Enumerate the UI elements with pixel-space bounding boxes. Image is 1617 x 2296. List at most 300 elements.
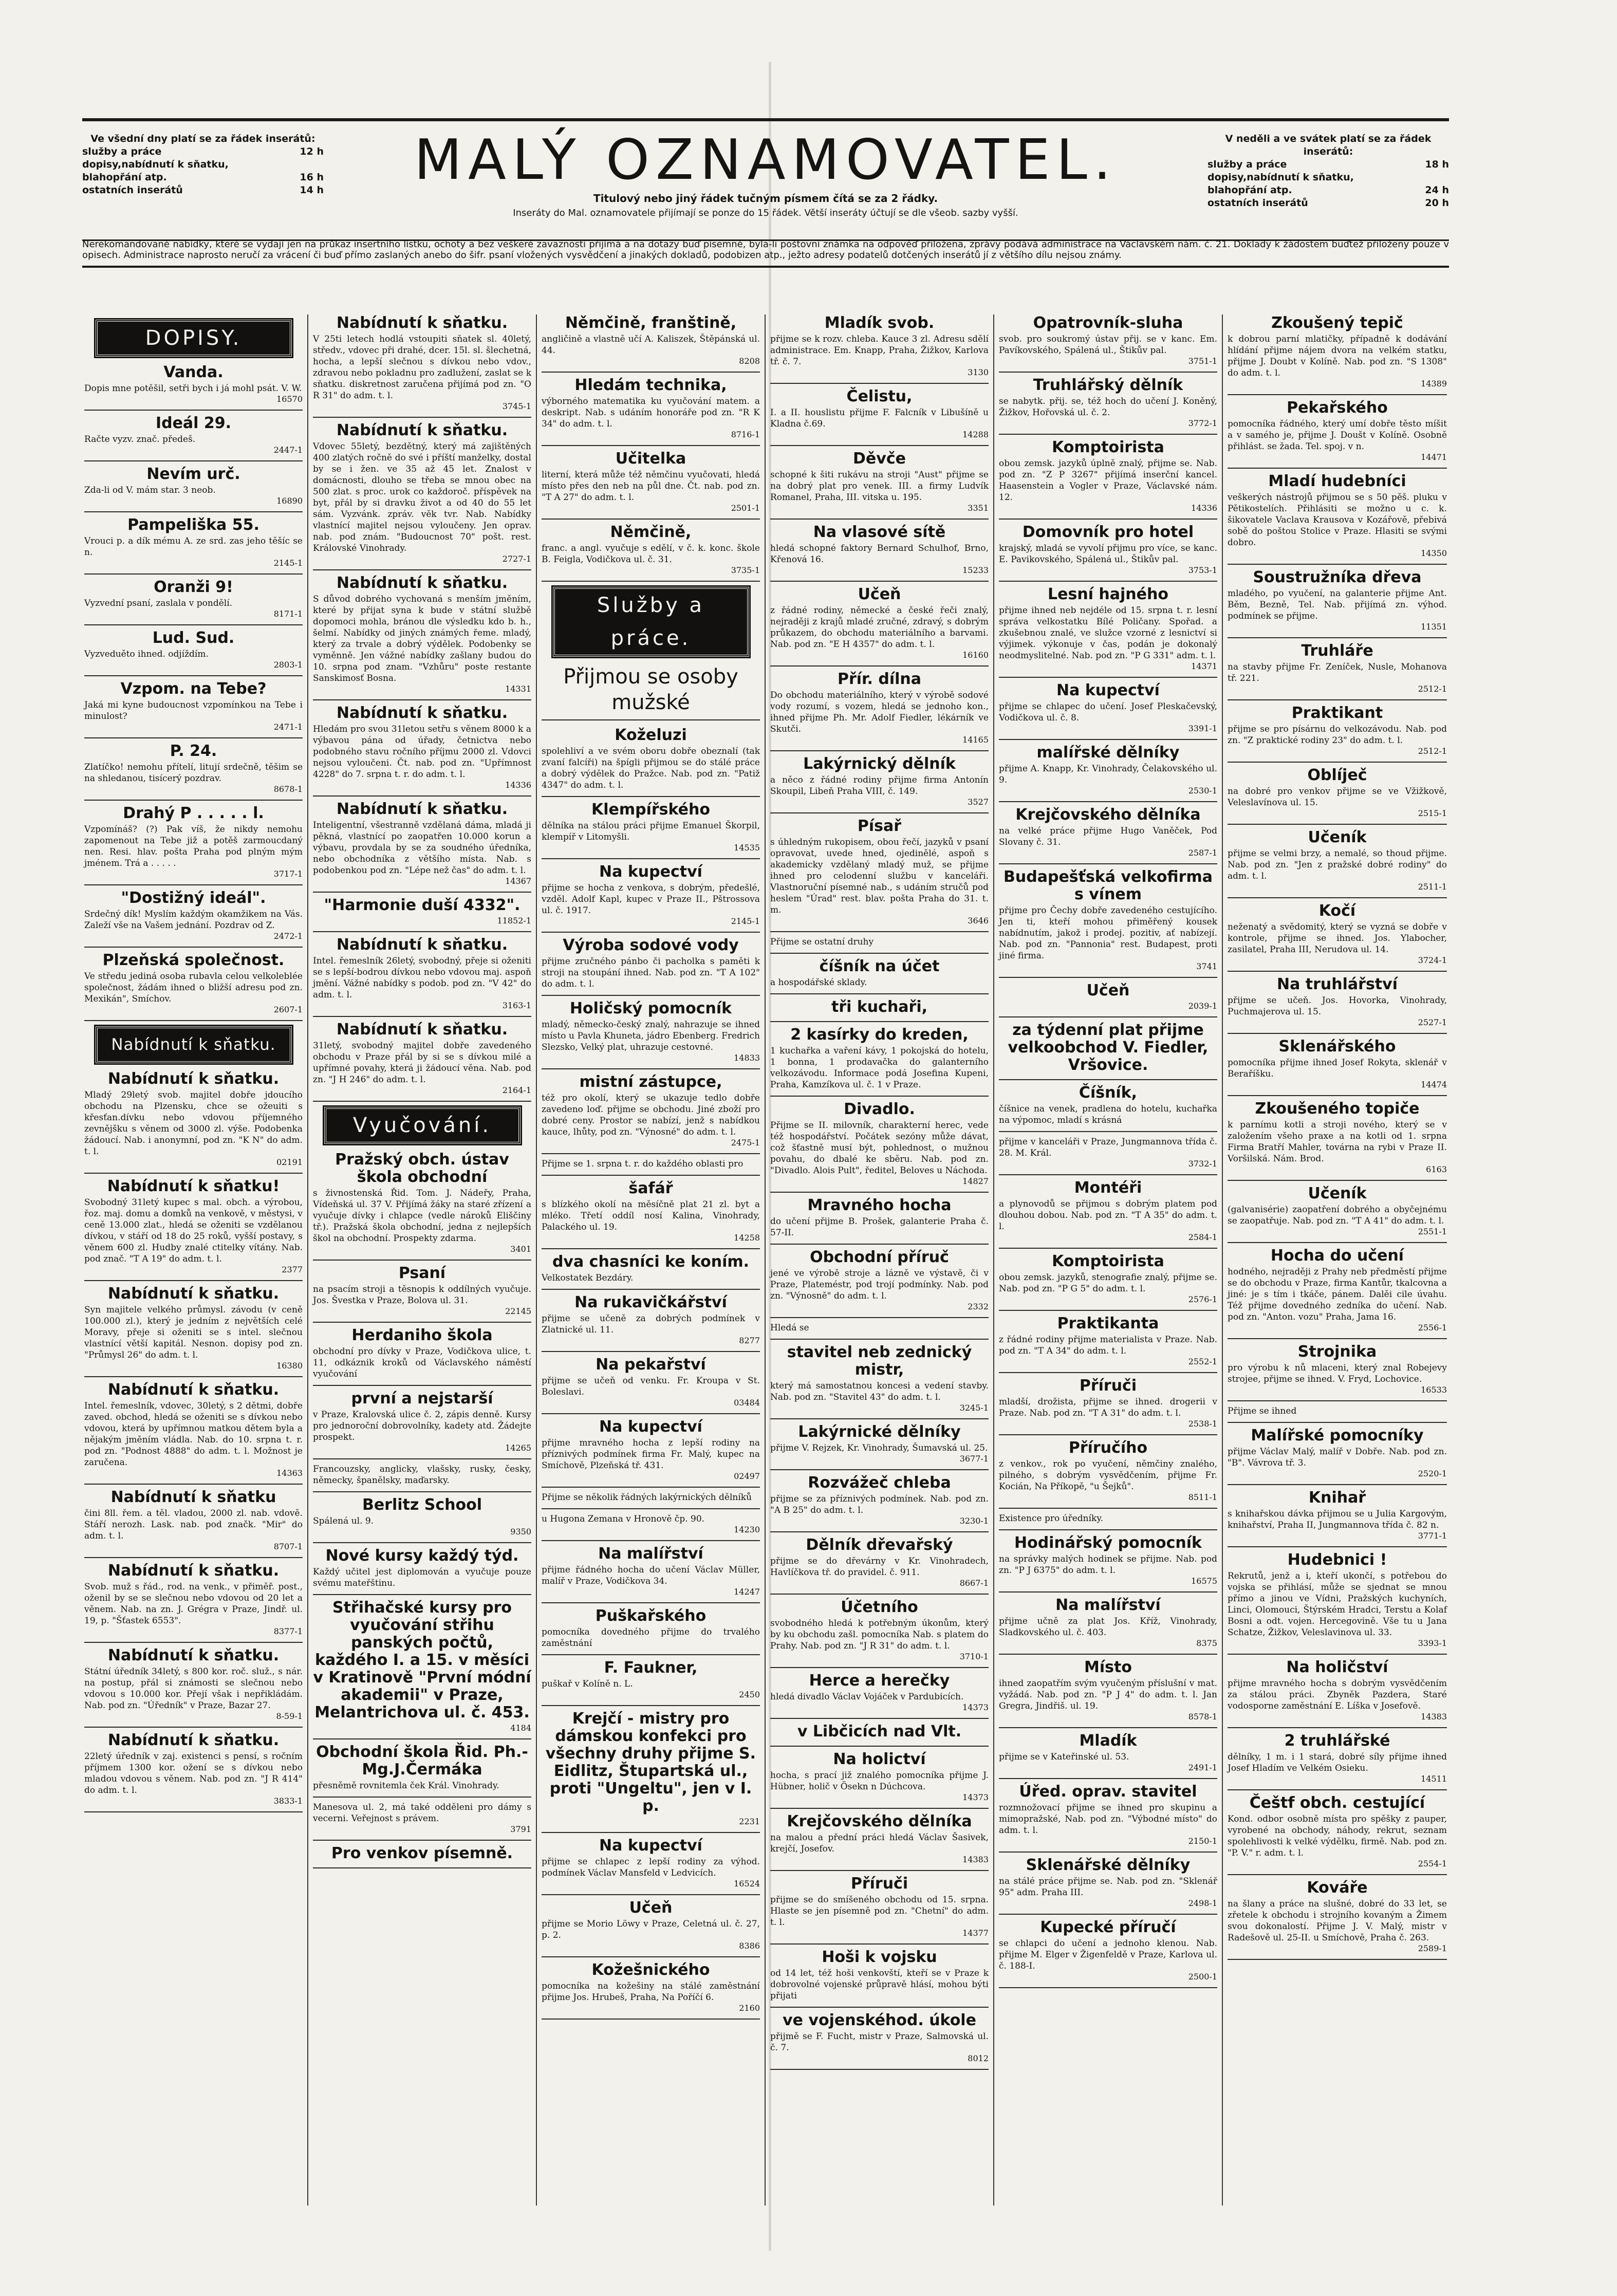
- classified-ad: [999, 1022, 1217, 1074]
- ad-text: na šlany a práce na slušné, dobré do 33 let, se zřetele k obchodu i strojního kovaným a Žimem svou dokonalostí. Přijme J. V. Malý, mistr v Radešově ul. 25-II. u Smíchově, Praha č. 263.: [1228, 1899, 1447, 1943]
- ad-code: 4184: [510, 1723, 531, 1733]
- ad-divider: [999, 1248, 1217, 1249]
- ad-divider: [999, 519, 1217, 520]
- ad-divider: [542, 1289, 760, 1290]
- ad-code: 14389: [1421, 379, 1447, 388]
- weekday-rates-title: Ve všední dny platí se za řádek inserátů:: [90, 133, 315, 144]
- classified-ad: [999, 1513, 1217, 1524]
- ad-heading: Obchodní škola Řid. Ph.-Mg.J.Čermáka: [316, 1743, 528, 1779]
- ad-text: který má samostatnou koncesi a vedení stavby. Nab. pod zn. "Stavitel 43" do adm. t. l.: [770, 1381, 989, 1402]
- ad-divider: [542, 1175, 760, 1176]
- ad-code: 2551-1: [1418, 1227, 1447, 1236]
- ad-divider: [84, 460, 303, 461]
- ad-heading: Praktikant: [1291, 704, 1383, 722]
- ad-divider: [542, 1894, 760, 1895]
- ad-heading: Mladík svob.: [824, 314, 935, 332]
- ad-divider: [770, 581, 989, 582]
- ad-divider: [770, 1244, 989, 1245]
- section-banner: Nabídnutí k sňatku.: [96, 1026, 292, 1063]
- classified-ad: [313, 1151, 531, 1254]
- classified-ad: [542, 801, 760, 853]
- classified-ad: [770, 998, 989, 1016]
- rate-label: služby a práce: [1207, 159, 1287, 170]
- ad-heading: Opatrovník-sluha: [1033, 314, 1183, 332]
- classified-ad: [542, 1418, 760, 1482]
- classified-ad: [770, 524, 989, 576]
- ad-divider: [1228, 1422, 1447, 1423]
- classified-ad: [770, 1423, 989, 1464]
- ad-text: 22letý úředník v zaj. existenci s pensí, s ročním příjmem 1300 kor. ožení se s dívkou nebo mladou vdovou s věnem. Nab. pod zn. "J R 414" do adm. t. l.: [84, 1751, 303, 1795]
- classified-ad: [1228, 1551, 1447, 1649]
- ad-divider: [770, 1808, 989, 1809]
- ad-heading: Lakýrnický dělník: [803, 755, 956, 773]
- ad-heading: Učeník: [1308, 828, 1367, 846]
- classified-ad: [999, 1783, 1217, 1846]
- ad-code: 3735-1: [731, 565, 760, 575]
- classified-ad: [313, 1021, 531, 1096]
- ad-heading: Učitelka: [615, 450, 686, 468]
- ad-heading: Příručího: [1068, 1439, 1148, 1457]
- ad-heading: Mravného hocha: [807, 1196, 952, 1214]
- ad-text: na dobré pro venkov přijme se ve Vžižkově, Veleslavínova ul. 15.: [1228, 786, 1447, 808]
- ad-code: 14288: [962, 430, 989, 439]
- ad-code: 2589-1: [1418, 1943, 1447, 1953]
- ad-heading: Nabídnutí k sňatku.: [107, 1731, 280, 1749]
- ad-divider: [84, 1376, 303, 1377]
- ad-code: 3527: [968, 797, 989, 807]
- ad-text: přijme v kanceláři v Praze, Jungmannova třída č. 28. M. Král.: [999, 1137, 1217, 1158]
- ad-code: 2515-1: [1418, 808, 1447, 818]
- ad-divider: [84, 1811, 303, 1812]
- ad-heading: Výroba sodové vody: [563, 936, 739, 954]
- ad-divider: [770, 1667, 989, 1668]
- classified-ad: [770, 818, 989, 926]
- ad-code: 14331: [505, 684, 531, 694]
- ad-code: 14373: [962, 1702, 989, 1712]
- ad-heading: Pražský obch. ústav škola obchodní: [335, 1151, 509, 1186]
- ad-divider: [999, 1914, 1217, 1915]
- ad-divider: [542, 1832, 760, 1833]
- ad-divider: [313, 1101, 531, 1102]
- ad-heading: Hodinářský pomocník: [1014, 1534, 1202, 1552]
- classified-ad: [313, 1265, 531, 1317]
- classified-column: [1223, 314, 1452, 2206]
- ad-divider: [313, 1322, 531, 1323]
- ad-code: 3741: [1196, 961, 1217, 971]
- ad-text: Ve středu jediná osoba rubavla celou velkoleblée společnost, žádám ihned o bližší adresu pod zn. Mexikán", Smíchov.: [84, 971, 303, 1004]
- ad-divider: [542, 1705, 760, 1706]
- ad-text: přijme se Morio Löwy v Praze, Celetná ul. č. 27, p. 2.: [542, 1919, 760, 1940]
- ad-text: přijme se učeň. Jos. Hovorka, Vinohrady, Puchmajerova ul. 15.: [1228, 995, 1447, 1017]
- ad-text: přijme se do dřevárny v Kr. Vinohradech, Havlíčkova tř. do pravidel. č. 911.: [770, 1556, 989, 1578]
- classified-ad: [1228, 902, 1447, 966]
- ad-code: 3751-1: [1188, 356, 1217, 366]
- classified-ad: [84, 415, 303, 455]
- ad-code: 8386: [739, 1941, 760, 1951]
- ad-text: se nabytk. přij. se, též hoch do učení J. Koněný, Žižkov, Hořovská ul. č. 2.: [999, 396, 1217, 418]
- ad-divider: [770, 953, 989, 954]
- ad-code: 14247: [734, 1587, 760, 1597]
- page-title: MALÝ OZNAMOVATEL.: [414, 128, 1118, 192]
- ad-divider: [999, 1016, 1217, 1017]
- ad-text: Hledá se: [770, 1323, 809, 1333]
- ad-heading: Účetního: [841, 1598, 918, 1616]
- classified-ad: [84, 629, 303, 670]
- classified-ad: [313, 422, 531, 564]
- ad-heading: Koželuzi: [615, 726, 687, 744]
- ad-code: 02191: [276, 1157, 303, 1167]
- classified-ad: [1228, 399, 1447, 462]
- ad-heading: ve vojenskéhod. úkole: [783, 2011, 976, 2029]
- ad-divider: [313, 1542, 531, 1543]
- classified-ad: [542, 377, 760, 440]
- ad-text: Svobodný 31letý kupec s mal. obch. a výrobou, řoz. maj. domu a domků na venkově, v městysi, v ceně 13.000 zlat., hledá se oženiti se vzdělanou dívkou, v stáří od 18 do 25 roků, vyšší postavy, s věnem 600 zl. Hudby znalé ctitelky vítány. Nab. pod znač. "T A 19" do adm. t. l.: [84, 1197, 303, 1264]
- ad-text: krajský, mladá se vyvolí přijmu pro více, se kanc. E. Pavikovského, Spálená ul., Štikův pal.: [999, 543, 1217, 565]
- classified-ad: [770, 450, 989, 513]
- ad-divider: [313, 931, 531, 932]
- ad-code: 16533: [1421, 1385, 1447, 1395]
- ad-text: Vyzveduěto ihned. odjíždím.: [84, 649, 209, 659]
- classified-ad: [770, 2012, 989, 2064]
- ad-code: 14371: [1191, 661, 1217, 671]
- ad-code: 8377-1: [273, 1626, 303, 1636]
- ad-text: mladý, německo-český znalý, nahrazuje se ihned místo u Pavla Khuneta, jádro Ebenberg. Fredrich Slezsko, Velký plat, uhrazuje cestovné.: [542, 1020, 760, 1052]
- classified-ad: [770, 1026, 989, 1090]
- ad-code: 2471-1: [273, 722, 303, 732]
- ad-code: 14383: [1421, 1712, 1447, 1721]
- ad-divider: [84, 1557, 303, 1558]
- ad-text: pomocníka přijme ihned Josef Rokyta, sklenář v Beraříšku.: [1228, 1058, 1447, 1079]
- ad-divider: [1228, 1033, 1447, 1034]
- ad-code: 3732-1: [1188, 1159, 1217, 1169]
- ad-divider: [1228, 824, 1447, 825]
- ad-heading: Plzeňská společnost.: [102, 951, 285, 969]
- classified-ad: [313, 1744, 531, 1791]
- ad-divider: [84, 1484, 303, 1485]
- ad-heading: Příruči: [1079, 1377, 1137, 1395]
- ad-divider: [542, 1654, 760, 1655]
- classified-ad: [1228, 1427, 1447, 1479]
- ad-code: 2377: [282, 1265, 303, 1274]
- ad-text: Přijme se 1. srpna t. r. do každého oblasti pro: [542, 1159, 744, 1169]
- ad-heading: Krejčovského dělníka: [787, 1812, 972, 1830]
- ad-code: 8667-1: [959, 1578, 989, 1588]
- classified-ad: [770, 1949, 989, 2002]
- ad-text: k parnímu kotli a stroji nového, který se v založením všeho praxe a na kotli od 1. srpna Firma Bratří Mahler, továrna na rybi v Praze II. Voršilská. Nám. Brod.: [1228, 1120, 1447, 1164]
- ad-text: na velké práce přijme Hugo Vaněček, Pod Slovany č. 31.: [999, 826, 1217, 847]
- ad-heading: Nabídnutí k sňatku: [110, 1488, 276, 1506]
- ad-text: Svob. muž s řád., rod. na venk., v přiměř. post., oženil by se se slečnou nebo vdovou od 20 let a věnem. Nab. na zn. J. Grégra v Praze, Jindř. ul. 19, p. "Šťastek 6553".: [84, 1582, 303, 1626]
- ad-code: 8171-1: [273, 609, 303, 619]
- ad-text: literní, která může též němčinu vyučovati, hledá místo přes den neb na půl dne. Čt. nab. pod zn. "T A 27" do adm. t. l.: [542, 470, 760, 503]
- ad-divider: [770, 1418, 989, 1419]
- ad-text: přijme řádného hocha do učení Václav Müller, malíř v Praze, Vodičkova 34.: [542, 1565, 760, 1586]
- classified-ad: [1228, 642, 1447, 694]
- ad-text: pomocníka na kožešiny na stálé zaměstnání přijme Jos. Hrubeš, Praha, Na Poříčí 6.: [542, 1981, 760, 2003]
- ad-divider: [542, 1487, 760, 1488]
- classified-ad: [84, 1562, 303, 1637]
- ad-text: k dobrou parní mlatičky, případně k dodávání hlídání přijme nájem dvora na velkém statku, přijme J. Doubt v Kolíně. Nab. pod zn. "S 1308" do adm. t. l.: [1228, 334, 1447, 378]
- ad-text: přijme Václav Malý, malíř v Dobře. Nab. pod zn. "B". Vávrova tř. 3.: [1228, 1447, 1447, 1468]
- ad-heading: Nabídnutí k sňatku.: [336, 574, 508, 592]
- ad-text: na psacím stroji a těsnopis k oddílných vyučuje. Jos. Švestka v Praze, Bolova ul. 31.: [313, 1284, 531, 1306]
- rate-label: blahopřání atp.: [1207, 184, 1292, 196]
- ad-heading: mistní zástupce,: [579, 1073, 722, 1091]
- classified-ad: [1228, 1732, 1447, 1784]
- ad-divider: [999, 977, 1217, 978]
- ad-code: 22145: [505, 1306, 531, 1316]
- ad-heading: Truhlářský dělník: [1033, 376, 1183, 394]
- ad-heading: Nabídnutí k sňatku.: [336, 1021, 508, 1039]
- ad-heading: Praktikanta: [1057, 1314, 1159, 1332]
- classified-ad: [542, 1294, 760, 1346]
- ad-code: 3401: [510, 1244, 531, 1254]
- classified-ad: [542, 314, 760, 366]
- ad-divider: [313, 1016, 531, 1017]
- ad-heading: Na kupectví: [599, 863, 702, 881]
- classified-column: [766, 314, 994, 2206]
- ad-divider: [770, 1870, 989, 1871]
- ad-code: 2447-1: [273, 445, 303, 455]
- ad-code: 8375: [1196, 1638, 1217, 1648]
- ad-text: Přijme se II. milovník, charakterní herec, vede též hospodářství. Počátek sezóny může dávat, což šťastně musí být, pohlednost, o mužnou povahu, do dbalé ke sběru. Nab. pod zn. "Divadlo. Alois Pult", ředitel, Beloves u Náchoda.: [770, 1120, 989, 1176]
- ad-heading: Sklenářské dělníky: [1026, 1856, 1191, 1874]
- ad-text: Intel. řemeslník 26letý, svobodný, přeje si oženiti se s lepší-bodrou dívkou nebo vdovou maj. aspoň jmění. Vážné nabídky s podob. pod zn. "V 42" do adm. t. l.: [313, 956, 531, 1000]
- ad-text: jené ve výrobě stroje a lázně ve výstavě, či v Praze, Plateméstr, pod trojí podmínky. Nab. pod zn. "Výnosně" do adm. t. l.: [770, 1268, 989, 1301]
- ad-text: hocha, s prací již znalého pomocníka přijme J. Hübner, holič v Ösekn n Dúchcova.: [770, 1770, 989, 1792]
- classified-ad: [999, 1179, 1217, 1243]
- ad-divider: [770, 1469, 989, 1470]
- ad-text: přijme se pro písárnu do velkozávodu. Nab. pod zn. "Z praktické rodiny 23" do adm. t. l.: [1228, 724, 1447, 746]
- ad-code: 14535: [734, 843, 760, 853]
- classified-ad: [770, 586, 989, 660]
- ad-text: dělníka na stálou práci přijme Emanuel Škorpil, klempíř v Litomyšli.: [542, 821, 760, 842]
- ad-heading: Herdaniho škola: [351, 1326, 493, 1344]
- ad-heading: malířské dělníky: [1036, 744, 1180, 762]
- ad-divider: [313, 1867, 531, 1868]
- section-banner: DOPISY.: [96, 320, 292, 357]
- ad-heading: Malířské pomocníky: [1251, 1427, 1424, 1445]
- classified-ad: [999, 524, 1217, 576]
- classified-ad: [84, 579, 303, 619]
- ad-heading: Soustružníka dřeva: [1253, 568, 1422, 586]
- classified-ad: [84, 1732, 303, 1806]
- ad-text: a něco z řádné rodiny přijme firma Antonín Skoupil, Libeň Praha VIII, č. 149.: [770, 775, 989, 797]
- ad-heading: Kožešnického: [591, 1961, 710, 1979]
- ad-text: do učení přijme B. Prošek, galanterie Praha č. 57-II.: [770, 1216, 989, 1238]
- ad-heading: Děvče: [853, 450, 906, 468]
- classified-ad: [542, 1961, 760, 2013]
- ad-text: Syn majitele velkého průmysl. závodu (v ceně 100.000 zl.), který je jedním z největších celé Moravy, přeje si oženiti se s intel. slečnou vlastnící větší kapitál. Nesnon. dopisy pod zn. "Průmysl 26" do adm. t. l.: [84, 1305, 303, 1360]
- ad-code: 3833-1: [273, 1796, 303, 1806]
- ad-divider: [770, 1531, 989, 1532]
- ad-divider: [770, 383, 989, 384]
- ad-divider: [1228, 1959, 1447, 1960]
- classified-ad: [1228, 1659, 1447, 1722]
- ad-heading: Pro venkov písemně.: [331, 1844, 513, 1862]
- classified-ad: [542, 1607, 760, 1649]
- ad-heading: Nabídnutí k sňatku.: [107, 1381, 280, 1399]
- ad-text: přijme mravného hocha s dobrým vysvědčením za stálou práci. Zbyněk Pazdera, Staré vodosporne zaměstnání E. Líška v Josefově.: [1228, 1678, 1447, 1711]
- classified-ad: [542, 1073, 760, 1148]
- classified-ad: [313, 801, 531, 886]
- classified-ad: [313, 1496, 531, 1537]
- ad-code: 14827: [962, 1176, 989, 1186]
- ad-divider: [1228, 1546, 1447, 1547]
- ad-text: pro výrobu k nů mlaceni, který znal Robejevy strojee, přijme se ihned. V. Fryd, Lochovice.: [1228, 1363, 1447, 1384]
- ad-divider: [999, 1727, 1217, 1728]
- ad-divider: [313, 795, 531, 797]
- ad-text: puškař v Kolíně n. L.: [542, 1679, 633, 1689]
- ad-heading: F. Faukner,: [604, 1659, 698, 1677]
- ad-divider: [84, 1727, 303, 1728]
- classified-ad: [542, 1545, 760, 1597]
- ad-divider: [542, 445, 760, 446]
- classified-ad: [1228, 829, 1447, 892]
- rate-line: [1207, 171, 1449, 184]
- ad-divider: [999, 1529, 1217, 1530]
- ad-heading: Češtf obch. cestující: [1249, 1794, 1425, 1812]
- classified-ad: [999, 806, 1217, 858]
- ad-divider: [999, 1851, 1217, 1853]
- ad-divider: [1228, 762, 1447, 763]
- ad-code: 6163: [1426, 1164, 1447, 1174]
- ad-text: přijme A. Knapp, Kr. Vinohrady, Čelakovského ul. 9.: [999, 764, 1217, 785]
- ad-heading: první a nejstarší: [351, 1390, 493, 1408]
- ad-divider: [313, 1594, 531, 1595]
- ad-divider: [1228, 1338, 1447, 1339]
- ad-text: přijme ihned neb nejdéle od 15. srpna t. r. lesní správa velkostatku Bílé Poličany. Spořad. a zkušebnou znalé, ve služce vzorné z lesnictví si výjimek. výkonuje v čas, podán je dokonalý neodmyslitelné. Nab. pod zn. "P G 331" adm. t. l.: [999, 605, 1217, 661]
- ad-code: 2511-1: [1418, 882, 1447, 892]
- ad-text: v Praze, Kralovská ulice č. 2, zápis denně. Kursy pro jednoroční dobrovolníky, kadety atd. Žádejte prospekt.: [313, 1410, 531, 1442]
- ad-code: 3677-1: [959, 1454, 989, 1464]
- ad-code: 14511: [1421, 1774, 1447, 1784]
- ad-heading: Drahý P . . . . . l.: [123, 804, 264, 822]
- ad-heading: Učeň: [858, 585, 901, 603]
- ad-text: s úhledným rukopisem, obou řečí, jazyků v psaní opravovat, uvede hned, ojedinělé, aspoň s akademicky vzdělaný mladý muž, se přijme ihned pro celodenní službu v kanceláři. Vlastnoruční písemné nab., s udáním stručů pod heslem "Úrad" rest. blav. pošta Praha do 31. t. m.: [770, 837, 989, 915]
- rate-line: [1207, 158, 1449, 171]
- ad-heading: Nabídnutí k sňatku!: [107, 1177, 280, 1195]
- ad-divider: [770, 750, 989, 751]
- holiday-rates-title: V neděli a ve svátek platí se za řádek inserátů:: [1225, 133, 1432, 157]
- ad-heading: Přír. dílna: [837, 670, 922, 688]
- ad-divider: [1228, 1727, 1447, 1728]
- ad-heading: Střihačské kursy pro vyučování střihu panských počtů, každého I. a 15. v měsíci v Kratinově "První módní akademii" v Praze, Melantrichova ul. č. 453.: [313, 1599, 531, 1721]
- classified-ad: [1228, 1879, 1447, 1954]
- classified-ad: [999, 1084, 1217, 1126]
- rate-line: [1207, 184, 1449, 197]
- ad-code: 14230: [734, 1525, 760, 1534]
- ad-heading: Číšník,: [1079, 1084, 1138, 1102]
- ad-code: 2164-1: [502, 1085, 531, 1095]
- ad-text: s blízkého okolí na měsíčně plat 21 zl. byt a mléko. Třetí oddíl nosí Kalina, Vinohrady, Palackého ul. 19.: [542, 1199, 760, 1232]
- ad-code: 3163-1: [502, 1001, 531, 1010]
- ad-code: 11351: [1421, 622, 1447, 632]
- ad-divider: [999, 1079, 1217, 1080]
- rate-line: [82, 184, 324, 197]
- classified-ad: [770, 1751, 989, 1803]
- classified-ad: [999, 682, 1217, 734]
- classified-ad: [1228, 1489, 1447, 1541]
- classified-ad: [542, 1000, 760, 1063]
- ad-heading: Pekařského: [1287, 399, 1388, 417]
- classified-ad: [770, 1197, 989, 1238]
- ad-code: 2607-1: [273, 1005, 303, 1014]
- ad-text: Spálená ul. 9.: [313, 1516, 374, 1526]
- ad-code: 8012: [968, 2053, 989, 2063]
- ad-code: 3391-1: [1188, 724, 1217, 733]
- classified-ad: [999, 1315, 1217, 1367]
- ad-heading: Komptoirista: [1052, 438, 1164, 456]
- ad-heading: Nabídnutí k sňatku.: [107, 1646, 280, 1664]
- ad-heading: Oranži 9!: [154, 578, 233, 596]
- ad-divider: [313, 1840, 531, 1841]
- ad-divider: [770, 1021, 989, 1022]
- classified-ad: [542, 1253, 760, 1284]
- ad-divider: [313, 1491, 531, 1492]
- classified-ad: [84, 1381, 303, 1478]
- ad-heading: Mladík: [1079, 1732, 1137, 1750]
- ad-text: přijme učně za plat Jos. Kříž, Vinohrady, Sladkovského ul. č. 403.: [999, 1616, 1217, 1638]
- ad-divider: [999, 1591, 1217, 1593]
- ad-divider: [542, 1508, 760, 1509]
- ad-text: Přijme se ihned: [1228, 1406, 1297, 1416]
- ad-code: 8-59-1: [276, 1711, 303, 1721]
- ad-divider: [313, 1385, 531, 1386]
- ad-text: u Hugona Zemana v Hronově čp. 90.: [542, 1514, 705, 1524]
- ad-code: 14165: [962, 735, 989, 745]
- classified-ad: [1228, 569, 1447, 632]
- classified-ad: [999, 1732, 1217, 1773]
- ad-divider: [542, 1248, 760, 1249]
- ad-code: 16160: [962, 650, 989, 660]
- ad-divider: [313, 699, 531, 700]
- ad-heading: Budapešťská velkofirma s vínem: [1003, 868, 1213, 903]
- ad-text: též pro okolí, který se ukazuje tedlo dobře zavedeno loď. přijme se obchodu. Jiné zboží pro dobré ceny. Prostor se nabízí, jenž s nabídkou kauce, lhůty, pod zn. "Výnosné" do adm. t. l.: [542, 1093, 760, 1137]
- ad-divider: [770, 1718, 989, 1719]
- ad-text: Velkostatek Bezdáry.: [542, 1273, 634, 1283]
- ad-divider: [1228, 1874, 1447, 1875]
- ad-heading: Klempířského: [591, 801, 710, 819]
- classified-ad: [1228, 1100, 1447, 1175]
- classified-ad: [999, 982, 1217, 1011]
- classified-column: [80, 314, 308, 2206]
- ad-code: 14373: [962, 1792, 989, 1802]
- classified-ad: [1228, 976, 1447, 1028]
- classified-ad: [999, 439, 1217, 513]
- ad-heading: Na pekařství: [596, 1356, 706, 1374]
- ad-heading: Herce a herečky: [809, 1672, 950, 1690]
- classified-ad: [84, 516, 303, 568]
- ad-divider: [1228, 564, 1447, 565]
- ad-divider: [542, 1153, 760, 1154]
- ad-divider: [84, 800, 303, 801]
- ad-text: Rekrutů, jenž a i, kteří ukončí, s potřebou do vojska se přihlásí, může se sjednat se mnou přímo a jinou ve Vídni, Pražských kuchyních, Linci, Olomouci, Štýrském Hradci, Terstu a Kolaf Bosni a odt. vojen. Hercegovině. Vše tu u Jana Schatze, Žižkov, Veleslavinova ul. 33.: [1228, 1571, 1447, 1638]
- ad-text: Francouzsky, anglicky, vlašsky, rusky, česky, německy, španělsky, maďarsky.: [313, 1464, 531, 1486]
- holiday-rates-box: [1207, 133, 1449, 210]
- ad-code: 2145-1: [731, 916, 760, 926]
- ad-heading: Nevím urč.: [146, 465, 240, 483]
- ad-divider: [84, 573, 303, 575]
- rate-line: [82, 171, 324, 184]
- ad-divider: [1228, 637, 1447, 638]
- ad-text: Vzpomínáš? (?) Pak víš, že nikdy nemohu zapomenout na Tebe již a potěš zarmoucdaný nen. Resi. hlav. pošta Praha pod plným mým jménem. Trá a . . . . .: [84, 824, 303, 868]
- ad-divider: [313, 569, 531, 570]
- classified-ad: [313, 1802, 531, 1835]
- ad-heading: Úřed. oprav. stavitel: [1019, 1783, 1197, 1801]
- ad-heading: Hledám technika,: [574, 376, 727, 394]
- ad-heading: Nabídnutí k sňatku.: [336, 800, 508, 818]
